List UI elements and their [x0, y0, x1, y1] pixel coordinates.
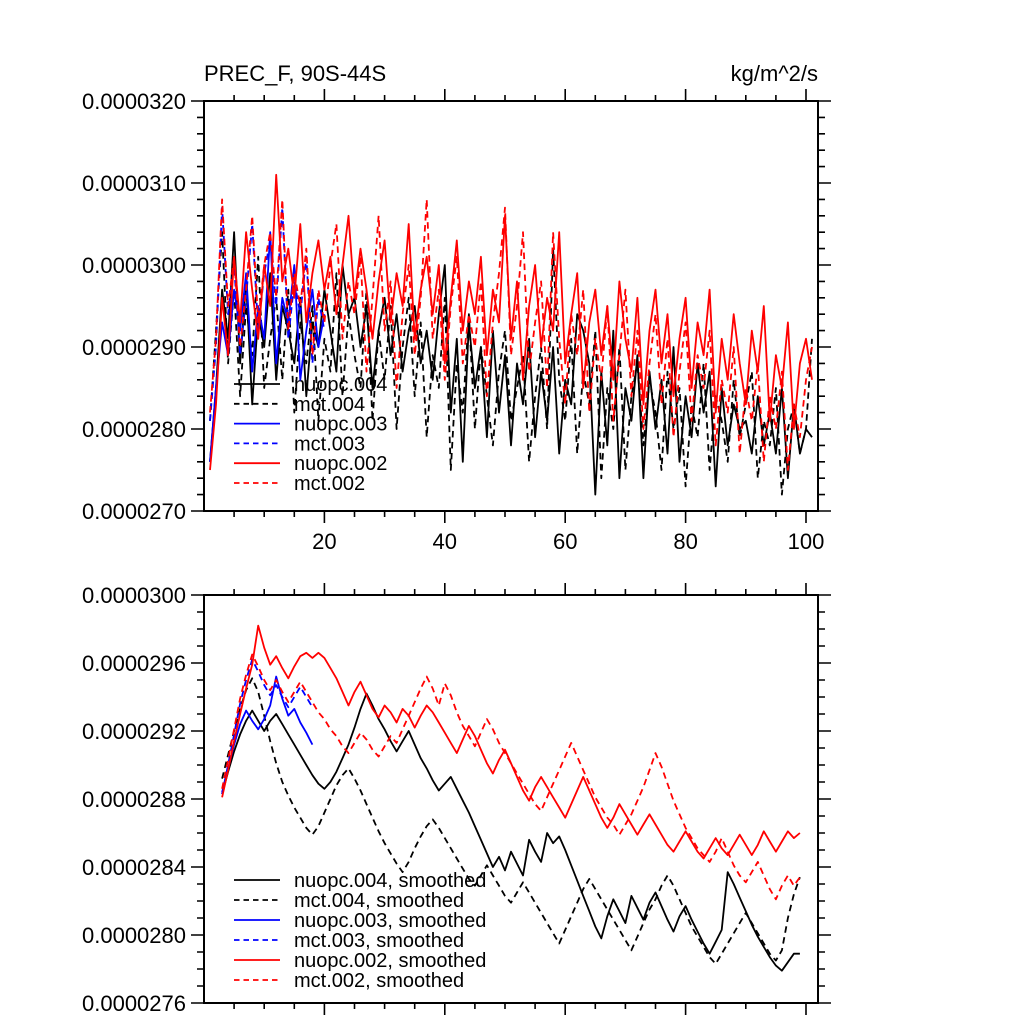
y-tick-label: 0.0000310 — [82, 171, 186, 196]
y-tick-label: 0.0000284 — [82, 855, 186, 880]
x-tick-label: 20 — [312, 529, 337, 554]
top-panel — [82, 89, 831, 554]
chart-title-right: kg/m^2/s — [730, 61, 818, 86]
series-line — [222, 626, 800, 859]
legend-label: nuopc.003 — [294, 413, 388, 436]
legend-label: mct.004, smoothed — [294, 890, 465, 912]
x-tick-label: 80 — [673, 529, 698, 554]
legend-label: nuopc.004, smoothed — [294, 870, 487, 892]
x-tick-label: 40 — [432, 529, 458, 554]
y-tick-label: 0.0000320 — [82, 89, 186, 114]
legend-label: nuopc.002, smoothed — [294, 950, 487, 972]
y-tick-label: 0.0000292 — [82, 719, 186, 744]
y-tick-label: 0.0000280 — [82, 923, 186, 948]
y-tick-label: 0.0000290 — [82, 335, 186, 360]
x-tick-label: 100 — [787, 529, 825, 554]
y-tick-label: 0.0000280 — [82, 417, 186, 442]
y-tick-label: 0.0000270 — [82, 499, 186, 524]
legend-label: mct.002, smoothed — [294, 970, 465, 992]
legend-label: nuopc.002 — [294, 453, 388, 476]
y-tick-label: 0.0000288 — [82, 787, 186, 812]
legend-label: mct.003, smoothed — [294, 930, 465, 952]
y-tick-label: 0.0000296 — [82, 651, 186, 676]
axis-ticks — [191, 583, 831, 1015]
legend-label: nuopc.004 — [294, 374, 388, 396]
y-tick-label: 0.0000276 — [82, 991, 186, 1016]
x-tick-label: 60 — [552, 529, 578, 554]
series-line — [222, 655, 800, 900]
legend-label: mct.003 — [294, 433, 366, 456]
chart-title-left: PREC_F, 90S-44S — [204, 61, 387, 86]
legend-label: nuopc.003, smoothed — [294, 910, 487, 932]
y-tick-label: 0.0000300 — [82, 253, 186, 278]
legend-label: mct.002 — [294, 473, 366, 495]
bottom-panel — [82, 583, 831, 1016]
legend-label: mct.004 — [294, 393, 366, 416]
y-tick-label: 0.0000300 — [82, 583, 186, 608]
